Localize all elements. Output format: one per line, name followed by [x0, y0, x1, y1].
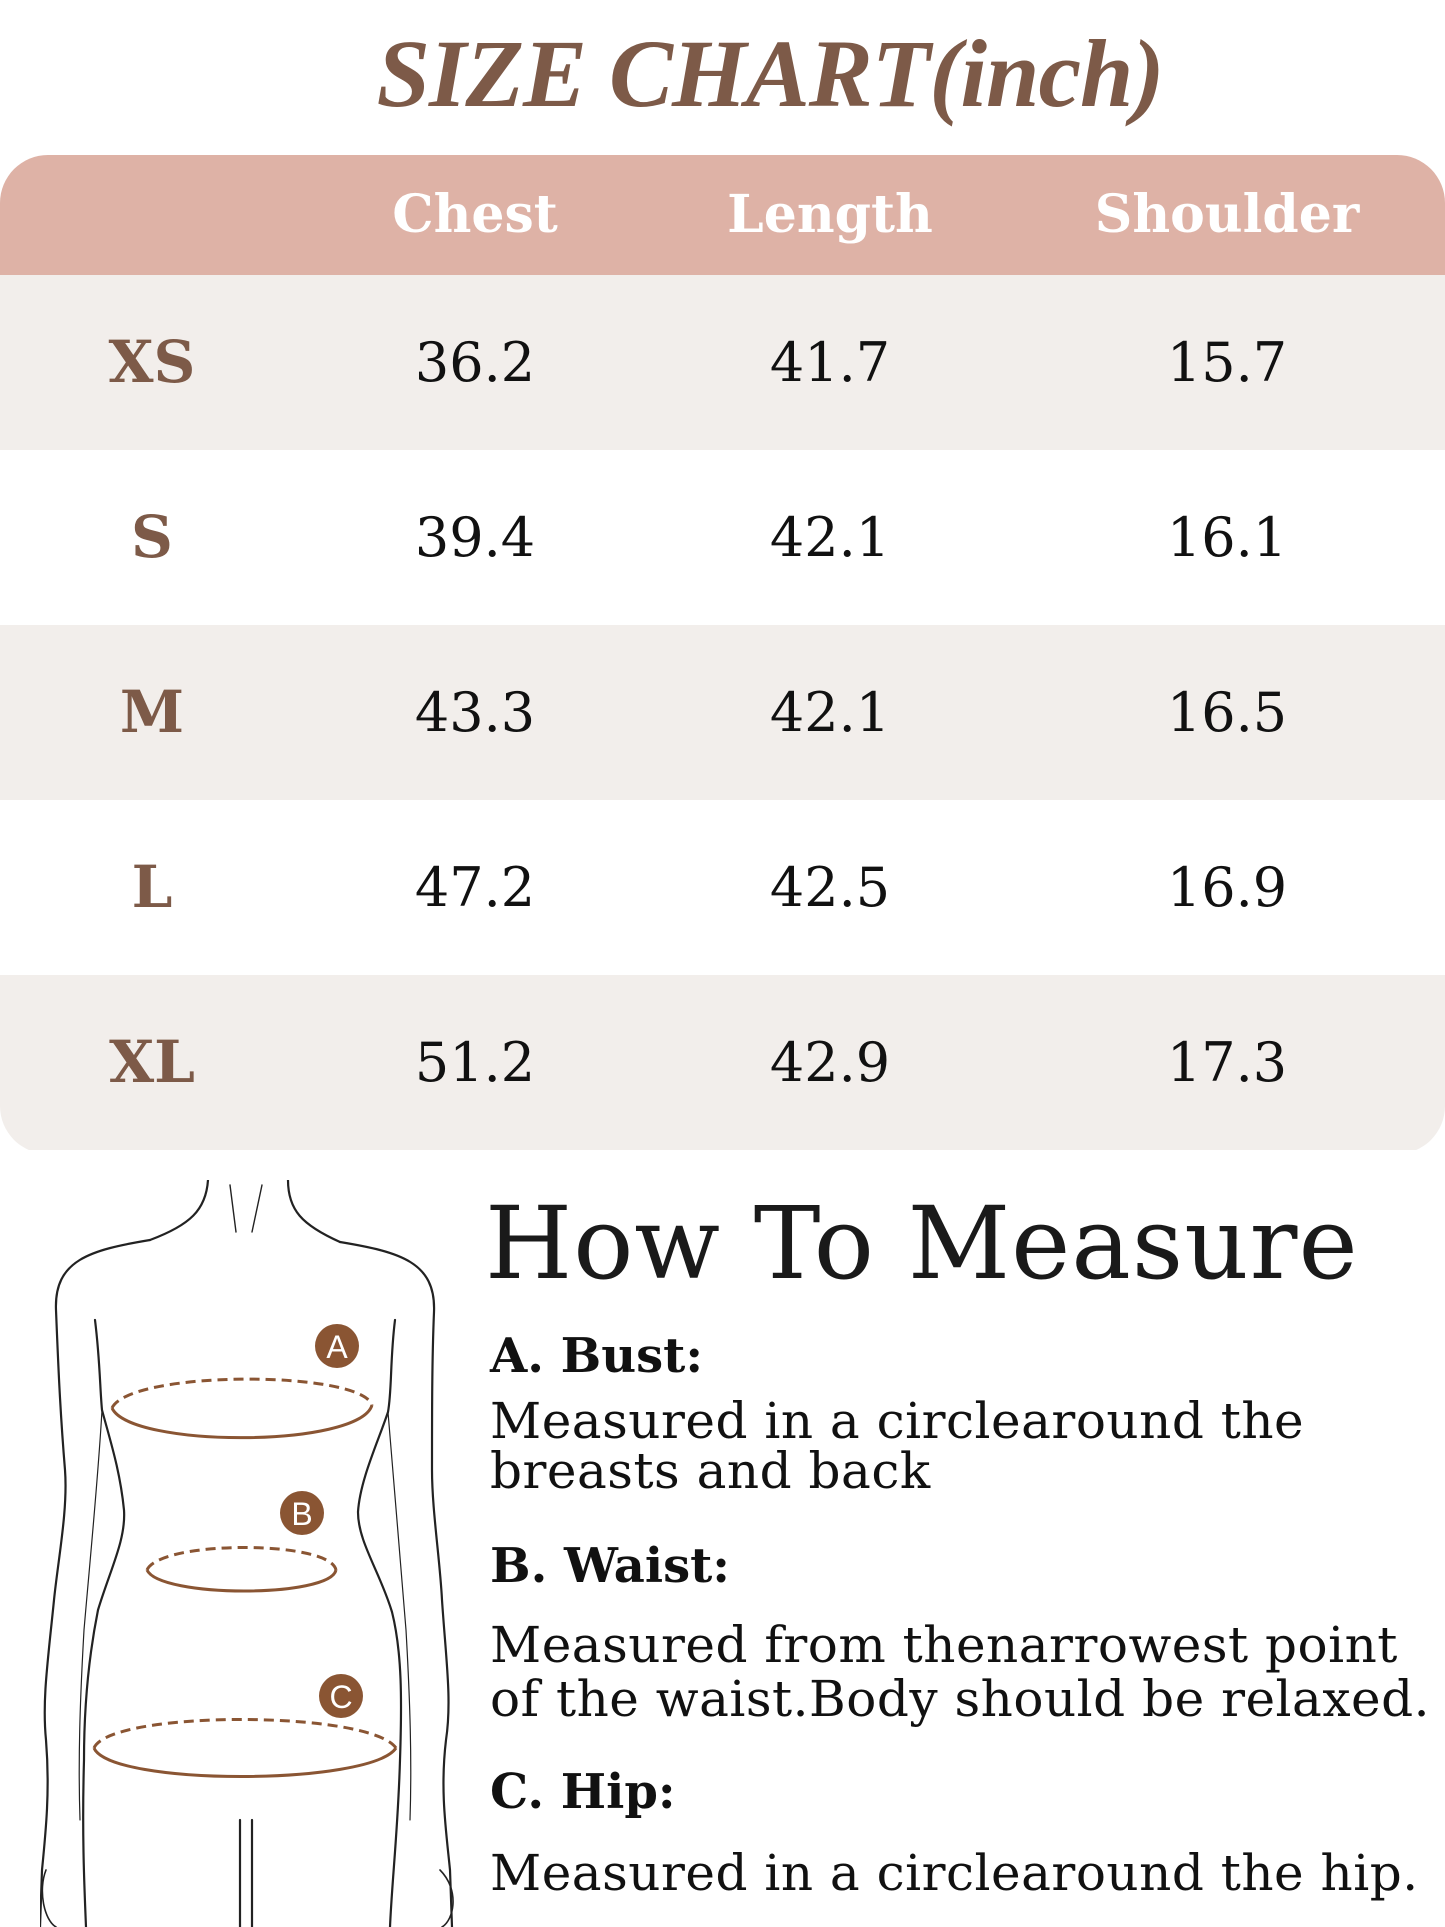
header-length: Length — [727, 184, 933, 245]
header-shoulder: Shoulder — [1094, 184, 1360, 245]
bust-description-line: Measured in a circlearound the — [490, 1392, 1305, 1450]
neck-outline — [288, 1180, 340, 1242]
hip-label: C. Hip: — [490, 1764, 676, 1820]
length-value: 42.5 — [769, 856, 891, 919]
table-row — [0, 625, 1445, 800]
chest-value: 36.2 — [414, 331, 536, 394]
bust-description-line: breasts and back — [490, 1442, 931, 1500]
size-label: M — [119, 678, 185, 746]
waist-measure-back — [147, 1548, 336, 1571]
chest-value: 43.3 — [414, 681, 536, 744]
size-table — [0, 155, 1445, 1154]
waist-description — [490, 1616, 1440, 1728]
hip-measure-back — [94, 1720, 396, 1749]
table-row — [0, 275, 1445, 450]
shoulder-value: 16.9 — [1166, 856, 1288, 919]
page-title: SIZE CHART(inch) — [376, 20, 1164, 127]
size-label: L — [131, 853, 173, 921]
torso-right — [358, 1320, 401, 1927]
left-arm-outline — [40, 1240, 150, 1927]
waist-measure-front — [147, 1570, 336, 1591]
neck-outline — [150, 1180, 208, 1240]
bust-label: A. Bust: — [490, 1328, 704, 1384]
size-label: S — [131, 503, 173, 571]
inner-arm-left — [79, 1410, 102, 1820]
bust-measure-back — [112, 1379, 372, 1408]
length-value: 42.1 — [769, 681, 891, 744]
chest-value: 51.2 — [414, 1031, 536, 1094]
neck-line — [230, 1185, 236, 1232]
marker-b-label: B — [291, 1496, 313, 1532]
header-chest: Chest — [392, 184, 558, 245]
torso-left — [83, 1320, 124, 1927]
bust-measure-front — [112, 1405, 372, 1438]
bust-description — [490, 1392, 1440, 1500]
table-row — [0, 800, 1445, 975]
chest-value: 47.2 — [414, 856, 536, 919]
shoulder-value: 15.7 — [1166, 331, 1288, 394]
shoulder-value: 16.1 — [1166, 506, 1288, 569]
waist-description-line: of the waist.Body should be relaxed. — [490, 1670, 1431, 1728]
chest-value: 39.4 — [414, 506, 536, 569]
hip-measure-front — [94, 1748, 396, 1777]
body-outline-illustration — [40, 1180, 480, 1927]
waist-description-line: Measured from thenarrowest point — [490, 1616, 1398, 1674]
length-value: 42.9 — [769, 1031, 891, 1094]
left-hand — [42, 1870, 56, 1927]
table-row — [0, 975, 1445, 1150]
length-value: 41.7 — [769, 331, 891, 394]
how-to-measure-heading: How To Measure — [485, 1185, 1359, 1302]
size-label: XS — [108, 328, 196, 396]
neck-line — [252, 1185, 262, 1232]
marker-c-label: C — [329, 1679, 353, 1715]
hip-description — [490, 1844, 1440, 1902]
shoulder-value: 17.3 — [1166, 1031, 1288, 1094]
shoulder-value: 16.5 — [1166, 681, 1288, 744]
length-value: 42.1 — [769, 506, 891, 569]
table-header — [0, 155, 1445, 275]
size-label: XL — [109, 1028, 195, 1096]
table-row — [0, 450, 1445, 625]
hip-description-line: Measured in a circlearound the hip. — [490, 1844, 1419, 1902]
marker-a-label: A — [326, 1329, 348, 1365]
waist-label: B. Waist: — [490, 1538, 730, 1594]
